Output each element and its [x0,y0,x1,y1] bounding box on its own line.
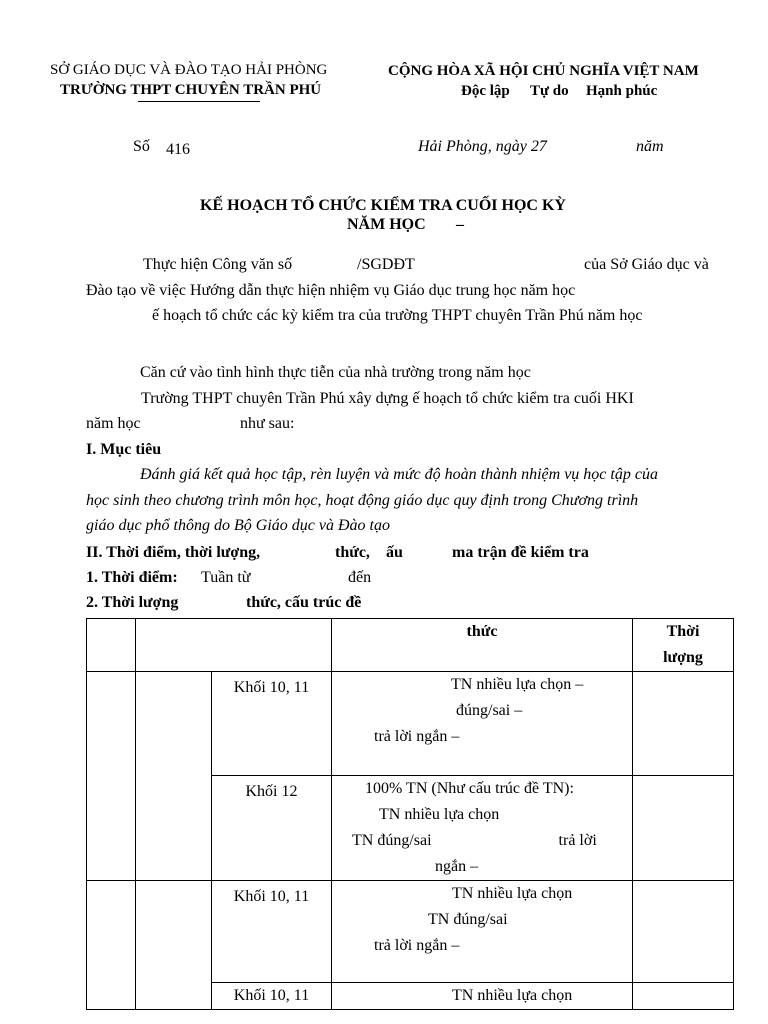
section-2-heading-b: thức, [335,544,370,561]
table-header-time: Thời lượng [633,619,734,672]
form-cell: 100% TN (Như cấu trúc đề TN): TN nhiều lựa chọn TN đúng/sai trả lời ngắn – [332,776,633,881]
motto-doc-lap: Độc lập [461,83,510,99]
time-cell [633,881,734,983]
section-1-heading: I. Mục tiêu [86,441,162,458]
section-2-heading-a: II. Thời điểm, thời lượng, [86,544,261,561]
grade-cell: Khối 10, 11 [212,881,332,983]
grade-cell: Khối 10, 11 [212,983,332,1010]
grade-cell: Khối 12 [212,776,332,881]
exam-structure-table [86,618,734,1010]
place-date: Hải Phòng, ngày 27 [418,138,547,155]
table-row [87,672,734,776]
subsection-1-label: 1. Thời điểm: [86,569,178,586]
p2-text: Căn cứ vào tình hình thực tiễn của nhà trường trong năm học [140,364,531,381]
subsection-1-to: đến [348,569,372,586]
section-2-heading-d: ma trận đề kiểm tra [452,544,589,561]
table-cell [136,672,212,881]
motto-hanh-phuc: Hạnh phúc [586,83,658,99]
doc-number: 416 [166,141,190,158]
date-year-word: năm [636,138,664,155]
table-cell [87,672,136,881]
p1-line3: ế hoạch tổ chức các kỳ kiểm tra của trường THPT chuyên Trần Phú năm học [152,307,643,324]
section-2-heading-c: ấu [386,544,403,561]
time-cell [633,983,734,1010]
p1-sgddt: /SGDĐT [357,256,415,273]
table-cell [136,881,212,1010]
table-header-row [87,619,734,672]
country-name: CỘNG HÒA XÃ HỘI CHỦ NGHĨA VIỆT NAM [388,63,699,79]
p3-line1: Trường THPT chuyên Trần Phú xây dựng ế hoạch tổ chức kiểm tra cuối HKI [141,390,634,407]
school-year-label: NĂM HỌC [347,216,426,233]
school-year-dash: – [456,216,464,233]
school-name-underline [138,101,260,102]
table-header-cell [87,619,136,672]
p1-line2: Đào tạo về việc Hướng dẫn thực hiện nhiệm vụ Giáo dục trung học năm học [86,282,576,299]
p3-as-follows: như sau: [240,415,295,432]
subsection-1-from: Tuần từ [201,569,251,586]
section-1-line1: Đánh giá kết quả học tập, rèn luyện và mức độ hoàn thành nhiệm vụ học tập của [140,466,658,483]
p1-agency: của Sở Giáo dục và [584,256,709,273]
subsection-2-b: thức, cấu trúc đề [246,594,362,611]
subsection-2-a: 2. Thời lượng [86,594,179,611]
dept-name: SỞ GIÁO DỤC VÀ ĐÀO TẠO HẢI PHÒNG [50,62,328,78]
grade-cell: Khối 10, 11 [212,672,332,776]
table-header-form: thức [332,619,633,672]
school-name: TRƯỜNG THPT CHUYÊN TRẦN PHÚ [60,82,322,98]
section-1-line3: giáo dục phổ thông do Bộ Giáo dục và Đào tạo [86,517,390,534]
table-row [87,881,734,983]
section-1-line2: học sinh theo chương trình môn học, hoạt động giáo dục quy định trong Chương trình [86,492,639,509]
form-cell: TN nhiều lựa chọn – đúng/sai – trả lời ngắn – [332,672,633,776]
p3-year-label: năm học [86,415,141,432]
table-cell [87,881,136,1010]
p1-intro: Thực hiện Công văn số [143,256,293,273]
table-header-cell [136,619,332,672]
form-cell: TN nhiều lựa chọn TN đúng/sai trả lời ngắn – [332,881,633,983]
form-cell: TN nhiều lựa chọn [332,983,633,1010]
document-title: KẾ HOẠCH TỔ CHỨC KIỂM TRA CUỐI HỌC KỲ [200,197,566,214]
time-cell [633,672,734,776]
doc-number-label: Số [133,138,150,155]
motto-tu-do: Tự do [530,83,569,99]
time-cell [633,776,734,881]
